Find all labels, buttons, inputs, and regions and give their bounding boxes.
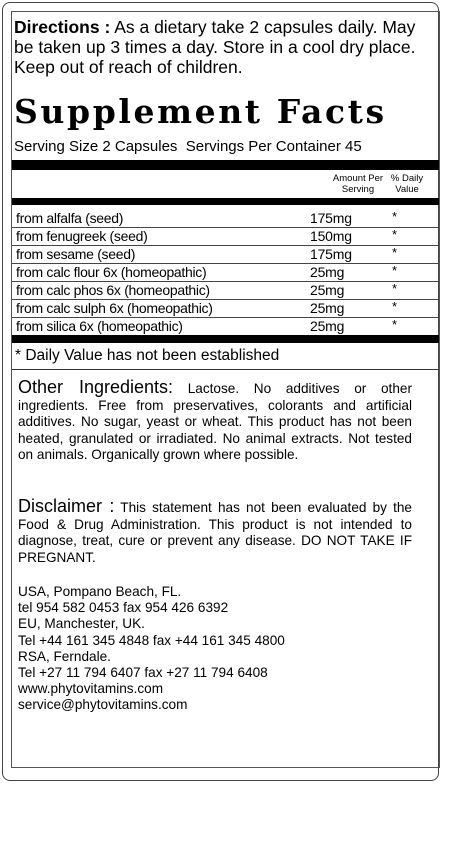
thick-divider — [12, 160, 440, 170]
ingredient-daily-value: * — [392, 209, 398, 224]
ingredient-daily-value: * — [392, 263, 398, 278]
website-link[interactable]: www.phytovitamins.com — [18, 681, 164, 697]
table-row — [12, 264, 440, 282]
ingredient-name: from calc sulph 6x (homeopathic) — [16, 300, 213, 316]
page-title: Supplement Facts — [14, 92, 387, 131]
ingredient-amount: 25mg — [310, 318, 345, 334]
table-row — [12, 210, 440, 228]
ingredient-name: from alfalfa (seed) — [16, 210, 124, 226]
daily-value-note: * Daily Value has not been established — [15, 347, 280, 364]
note-divider — [12, 369, 440, 370]
ingredient-daily-value: * — [392, 245, 398, 260]
ingredient-name: from fenugreek (seed) — [16, 228, 148, 244]
ingredient-amount: 175mg — [310, 246, 352, 262]
contact-line: Tel +44 161 345 4848 fax +44 161 345 4800 — [18, 632, 285, 648]
contact-line: RSA, Ferndale. — [18, 648, 111, 664]
serving-info — [14, 138, 434, 156]
ingredient-name: from calc phos 6x (homeopathic) — [16, 282, 210, 298]
daily-value-column-header: % Daily Value — [390, 173, 424, 195]
contact-line: Tel +27 11 794 6407 fax +27 11 794 6408 — [18, 665, 268, 681]
supplement-label — [2, 2, 439, 781]
ingredient-name: from sesame (seed) — [16, 246, 136, 262]
table-row — [12, 246, 440, 264]
amount-column-header: Amount Per Serving — [332, 173, 384, 195]
table-row — [12, 318, 440, 336]
other-ingredients — [18, 379, 412, 464]
directions-heading: Directions : — [14, 17, 111, 37]
disclaimer-heading: Disclaimer : — [18, 496, 115, 516]
disclaimer-text: This statement has not been evaluated by the Food & Drug Administration. This product is not intended to diagnose, treat, cure or prevent any disease. DO NOT TAKE IF PREGNANT. — [18, 500, 412, 565]
directions-text: As a dietary take 2 capsules daily. May be taken up 3 times a day. Store in a cool dry place. Keep out of reach of children. — [14, 17, 416, 77]
servings-per-container: Servings Per Container 45 — [185, 138, 362, 155]
email-link[interactable]: service@phytovitamins.com — [18, 697, 188, 713]
label-panel — [11, 11, 440, 768]
ingredient-amount: 25mg — [310, 264, 345, 280]
ingredient-amount: 25mg — [310, 300, 345, 316]
directions-block — [14, 17, 434, 77]
disclaimer — [18, 498, 412, 566]
table-row — [12, 282, 440, 300]
ingredient-daily-value: * — [392, 317, 398, 332]
contact-info — [18, 584, 418, 714]
ingredient-name: from calc flour 6x (homeopathic) — [16, 264, 207, 280]
other-ingredients-text: Lactose. No additives or other ingredients. Free from preservatives, colorants and artificial additives. No sugar, yeast or wheat. This product has not been heated, granulated or irradiated. No animal extracts. Not tested on animals. Organically grown where possible. — [18, 381, 412, 462]
other-ingredients-heading: Other Ingredients: — [18, 377, 173, 397]
ingredient-daily-value: * — [392, 299, 398, 314]
ingredient-amount: 150mg — [310, 228, 352, 244]
contact-line: EU, Manchester, UK. — [18, 616, 145, 632]
header-divider — [12, 198, 440, 205]
ingredient-daily-value: * — [392, 281, 398, 296]
contact-line: tel 954 582 0453 fax 954 426 6392 — [18, 600, 229, 616]
table-bottom-divider — [12, 335, 440, 343]
table-row — [12, 300, 440, 318]
contact-line: USA, Pompano Beach, FL. — [18, 584, 182, 599]
ingredient-daily-value: * — [392, 227, 398, 242]
ingredient-amount: 175mg — [310, 210, 352, 226]
ingredient-amount: 25mg — [310, 282, 345, 298]
ingredient-name: from silica 6x (homeopathic) — [16, 318, 183, 334]
table-row — [12, 228, 440, 246]
serving-size: Serving Size 2 Capsules — [14, 138, 178, 155]
